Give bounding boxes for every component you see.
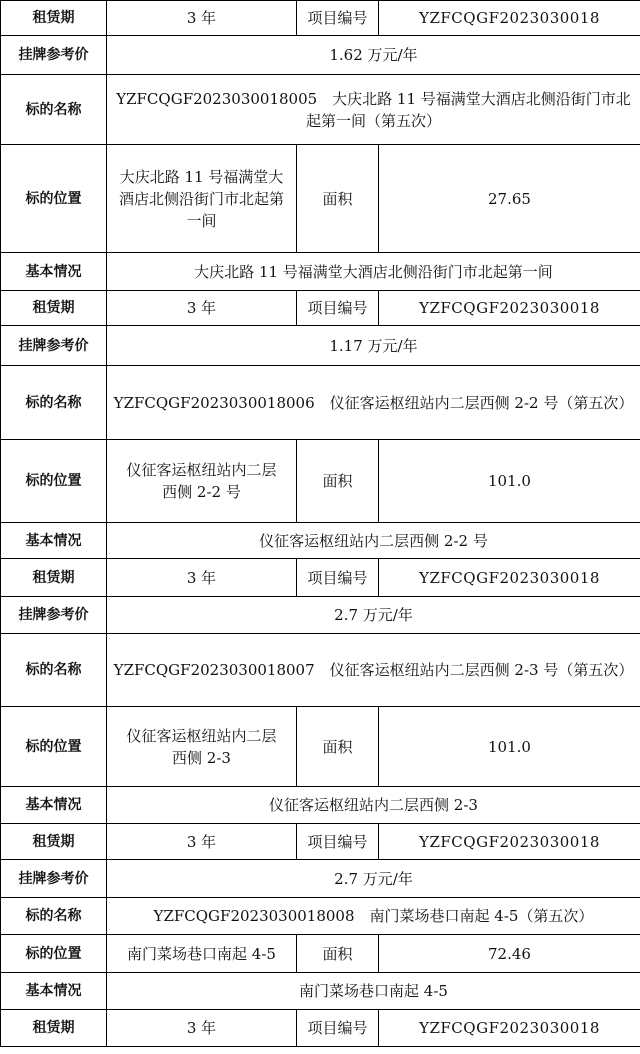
location-row bbox=[1, 145, 640, 253]
lease-term-row bbox=[1, 291, 640, 326]
lease-term-label: 租赁期 bbox=[1, 824, 107, 860]
project-no-label: 项目编号 bbox=[297, 291, 379, 326]
lease-term-value: 3 年 bbox=[107, 1010, 297, 1047]
project-no-value: YZFCQGF2023030018 bbox=[379, 291, 640, 326]
lease-term-row bbox=[1, 824, 640, 860]
area-value: 27.65 bbox=[379, 145, 640, 253]
area-value: 72.46 bbox=[379, 935, 640, 973]
lease-term-label: 租赁期 bbox=[1, 1, 107, 36]
ref-price-value: 2.7 万元/年 bbox=[107, 597, 640, 634]
lease-term-value: 3 年 bbox=[107, 824, 297, 860]
name-label: 标的名称 bbox=[1, 75, 107, 145]
name-value: YZFCQGF2023030018008 南门菜场巷口南起 4-5（第五次） bbox=[107, 898, 640, 935]
lease-term-label: 租赁期 bbox=[1, 291, 107, 326]
ref-price-value: 2.7 万元/年 bbox=[107, 860, 640, 898]
project-no-value: YZFCQGF2023030018 bbox=[379, 1, 640, 36]
area-value: 101.0 bbox=[379, 707, 640, 787]
ref-price-value: 1.17 万元/年 bbox=[107, 326, 640, 366]
ref-price-label: 挂牌参考价 bbox=[1, 36, 107, 75]
area-label: 面积 bbox=[297, 145, 379, 253]
ref-price-label: 挂牌参考价 bbox=[1, 597, 107, 634]
name-row bbox=[1, 898, 640, 935]
location-value: 仪征客运枢纽站内二层西侧 2-2 号 bbox=[107, 440, 297, 523]
ref-price-row bbox=[1, 326, 640, 366]
location-value: 仪征客运枢纽站内二层西侧 2-3 bbox=[107, 707, 297, 787]
lease-term-row bbox=[1, 1010, 640, 1047]
project-no-label: 项目编号 bbox=[297, 1, 379, 36]
location-value: 大庆北路 11 号福满堂大酒店北侧沿街门市北起第一间 bbox=[107, 145, 297, 253]
location-row bbox=[1, 440, 640, 523]
ref-price-value: 1.62 万元/年 bbox=[107, 36, 640, 75]
lease-term-value: 3 年 bbox=[107, 291, 297, 326]
lease-term-value: 3 年 bbox=[107, 1, 297, 36]
lease-term-label: 租赁期 bbox=[1, 1010, 107, 1047]
basic-info-label: 基本情况 bbox=[1, 787, 107, 824]
project-no-value: YZFCQGF2023030018 bbox=[379, 559, 640, 597]
basic-info-value: 大庆北路 11 号福满堂大酒店北侧沿街门市北起第一间 bbox=[107, 253, 640, 291]
location-row bbox=[1, 707, 640, 787]
name-value: YZFCQGF2023030018007 仪征客运枢纽站内二层西侧 2-3 号（第五次） bbox=[107, 634, 640, 707]
name-label: 标的名称 bbox=[1, 898, 107, 935]
ref-price-label: 挂牌参考价 bbox=[1, 326, 107, 366]
project-no-label: 项目编号 bbox=[297, 1010, 379, 1047]
area-value: 101.0 bbox=[379, 440, 640, 523]
lease-term-value: 3 年 bbox=[107, 559, 297, 597]
name-row bbox=[1, 366, 640, 440]
name-value: YZFCQGF2023030018005 大庆北路 11 号福满堂大酒店北侧沿街门市北起第一间（第五次） bbox=[107, 75, 640, 145]
basic-info-label: 基本情况 bbox=[1, 253, 107, 291]
ref-price-row bbox=[1, 597, 640, 634]
location-label: 标的位置 bbox=[1, 145, 107, 253]
area-label: 面积 bbox=[297, 707, 379, 787]
basic-info-row bbox=[1, 973, 640, 1010]
name-row bbox=[1, 75, 640, 145]
area-label: 面积 bbox=[297, 440, 379, 523]
project-no-value: YZFCQGF2023030018 bbox=[379, 824, 640, 860]
name-label: 标的名称 bbox=[1, 366, 107, 440]
basic-info-label: 基本情况 bbox=[1, 973, 107, 1010]
project-no-value: YZFCQGF2023030018 bbox=[379, 1010, 640, 1047]
lease-term-row bbox=[1, 1, 640, 36]
ref-price-row bbox=[1, 860, 640, 898]
name-row bbox=[1, 634, 640, 707]
name-label: 标的名称 bbox=[1, 634, 107, 707]
location-label: 标的位置 bbox=[1, 935, 107, 973]
ref-price-label: 挂牌参考价 bbox=[1, 860, 107, 898]
basic-info-value: 南门菜场巷口南起 4-5 bbox=[107, 973, 640, 1010]
basic-info-row bbox=[1, 253, 640, 291]
basic-info-value: 仪征客运枢纽站内二层西侧 2-3 bbox=[107, 787, 640, 824]
area-label: 面积 bbox=[297, 935, 379, 973]
location-row bbox=[1, 935, 640, 973]
basic-info-row bbox=[1, 787, 640, 824]
lease-term-row bbox=[1, 559, 640, 597]
basic-info-label: 基本情况 bbox=[1, 523, 107, 559]
project-no-label: 项目编号 bbox=[297, 824, 379, 860]
project-no-label: 项目编号 bbox=[297, 559, 379, 597]
ref-price-row bbox=[1, 36, 640, 75]
lease-term-label: 租赁期 bbox=[1, 559, 107, 597]
location-label: 标的位置 bbox=[1, 440, 107, 523]
basic-info-row bbox=[1, 523, 640, 559]
name-value: YZFCQGF2023030018006 仪征客运枢纽站内二层西侧 2-2 号（第五次） bbox=[107, 366, 640, 440]
location-value: 南门菜场巷口南起 4-5 bbox=[107, 935, 297, 973]
location-label: 标的位置 bbox=[1, 707, 107, 787]
basic-info-value: 仪征客运枢纽站内二层西侧 2-2 号 bbox=[107, 523, 640, 559]
